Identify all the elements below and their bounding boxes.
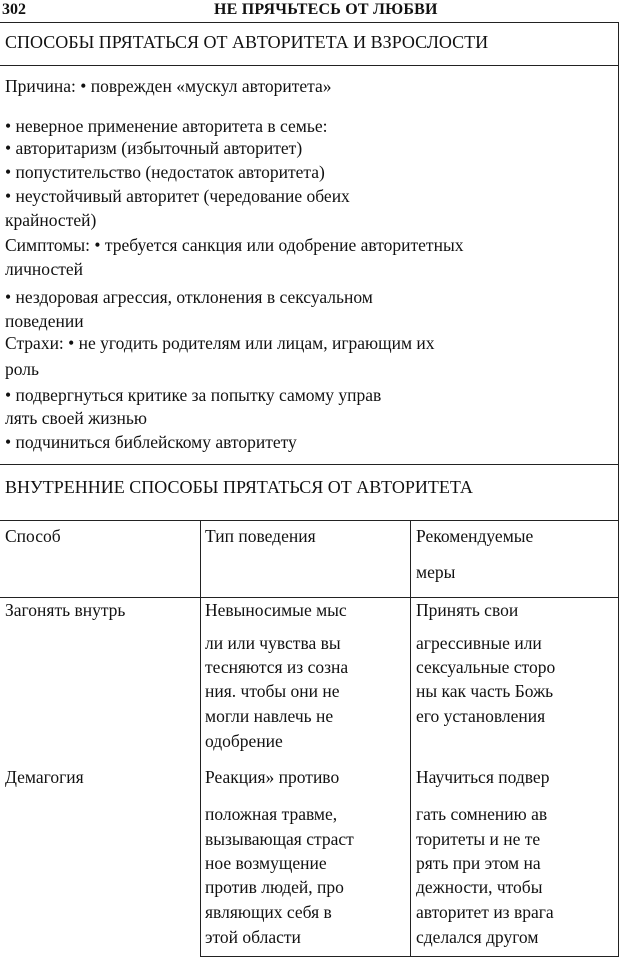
row1-measures-line: агрессивные или xyxy=(416,633,542,653)
section1-line: • попустительство (недостаток авторитета) xyxy=(5,162,325,182)
row1-behavior-line: тесняются из созна xyxy=(205,657,349,677)
column-divider-1 xyxy=(200,520,201,957)
row1-measures-line: его установления xyxy=(416,706,546,726)
row2-behavior-line: против людей, про xyxy=(205,877,344,897)
section1-line: Страхи: • не угодить родителям или лицам, играющим их xyxy=(5,333,435,353)
page-header xyxy=(0,0,620,22)
section1-line: Причина: • поврежден «мускул авторитета» xyxy=(5,76,332,96)
section1-line: Симптомы: • требуется санкция или одобрение авторитетных xyxy=(5,235,464,255)
row2-behavior-line: вызывающая страст xyxy=(205,829,354,849)
row2-behavior-line: являющих себя в xyxy=(205,902,332,922)
column-header-method: Способ xyxy=(5,526,61,546)
row2-measures-line: торитеты и не те xyxy=(416,829,541,849)
row2-method: Демагогия xyxy=(5,767,84,787)
row1-measures-line: Принять свои xyxy=(416,600,519,620)
section1-line: • нездоровая агрессия, отклонения в сексуальном xyxy=(5,287,373,307)
section1-line: поведении xyxy=(5,311,84,331)
row2-measures-line: гать сомнению ав xyxy=(416,804,548,824)
row1-behavior-line: Невыносимые мыс xyxy=(205,600,347,620)
row1-behavior-line: ния. чтобы они не xyxy=(205,681,340,701)
section1-line: роль xyxy=(5,359,39,379)
section1-title: СПОСОБЫ ПРЯТАТЬСЯ ОТ АВТОРИТЕТА И ВЗРОСЛОСТИ xyxy=(5,32,489,52)
section1-line: лять своей жизнью xyxy=(5,408,147,428)
section1-line: • неустойчивый авторитет (чередование обеих xyxy=(5,186,350,206)
column-header-measures-cont: меры xyxy=(416,562,456,582)
section1-line: личностей xyxy=(5,259,83,279)
column-header-measures: Рекомендуемые xyxy=(416,526,534,546)
row2-measures-line: рять при этом на xyxy=(416,853,541,873)
rule-above-section2 xyxy=(0,464,619,465)
row2-behavior-line: Реакция» противо xyxy=(205,767,340,787)
section1-line: • авторитаризм (избыточный авторитет) xyxy=(5,138,303,158)
section2-title: ВНУТРЕННИЕ СПОСОБЫ ПРЯТАТЬСЯ ОТ АВТОРИТЕТА xyxy=(5,477,473,497)
section1-line: • неверное применение авторитета в семье: xyxy=(5,116,328,136)
section1-line: • подчиниться библейскому авторитету xyxy=(5,432,297,452)
row1-behavior-line: ли или чувства вы xyxy=(205,633,341,653)
row1-method: Загонять внутрь xyxy=(5,600,126,620)
row2-behavior-line: ное возмущение xyxy=(205,853,327,873)
row1-behavior-line: могли навлечь не xyxy=(205,706,334,726)
row1-behavior-line: одобрение xyxy=(205,731,283,751)
section1-line: • подвергнуться критике за попытку самому управ xyxy=(5,385,382,405)
page-number: 302 xyxy=(2,1,26,18)
rule-under-section2-title xyxy=(0,520,619,521)
rule-under-section1-title xyxy=(0,65,619,66)
column-header-behavior: Тип поведения xyxy=(205,526,316,546)
row1-measures-line: ны как часть Божь xyxy=(416,681,554,701)
row2-measures-line: сделался другом xyxy=(416,927,539,947)
section1-line: крайностей) xyxy=(5,210,97,230)
column-divider-2 xyxy=(410,520,411,957)
row2-measures-line: авторитет из врага xyxy=(416,902,554,922)
row2-measures-line: Научиться подвер xyxy=(416,767,550,787)
book-title: НЕ ПРЯЧЬТЕСЬ ОТ ЛЮБВИ xyxy=(214,1,438,18)
row2-behavior-line: этой области xyxy=(205,927,301,947)
row2-behavior-line: положная травме, xyxy=(205,804,338,824)
row1-measures-line: сексуальные сторо xyxy=(416,657,556,677)
row2-measures-line: дежности, чтобы xyxy=(416,877,543,897)
